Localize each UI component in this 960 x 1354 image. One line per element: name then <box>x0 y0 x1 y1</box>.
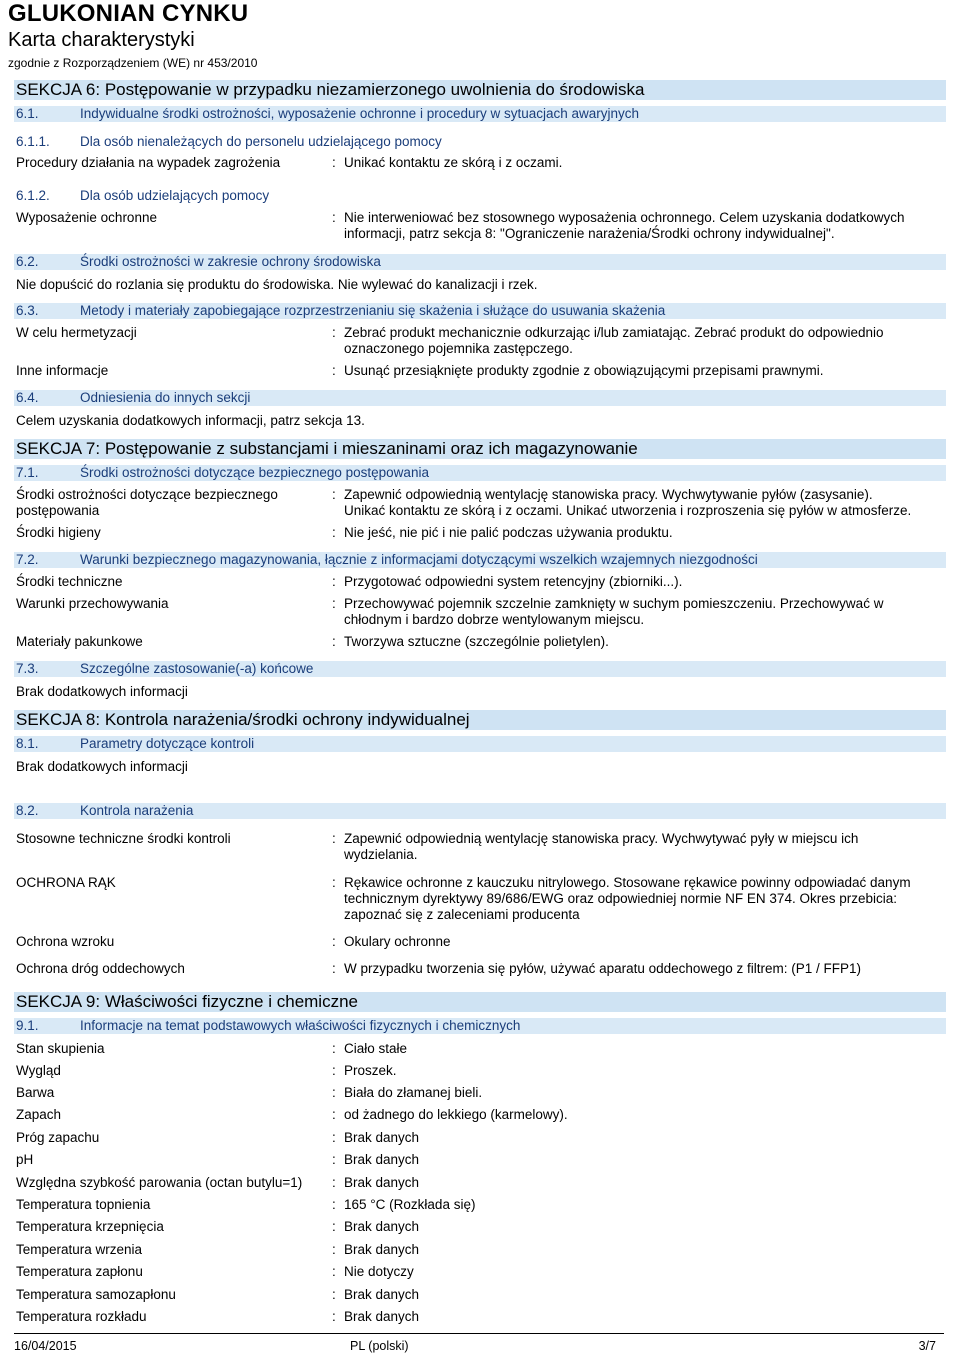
property-label: Procedury działania na wypadek zagrożenia <box>16 155 281 170</box>
subsection-6-1 <box>14 106 946 122</box>
value-line: informacji, patrz sekcja 8: "Ograniczenie narażenia/Środki ochrony indywidualnej". <box>344 226 835 241</box>
property-value: Brak danych <box>344 1130 420 1145</box>
subsection-number: 6.2. <box>16 254 39 269</box>
footer-date: 16/04/2015 <box>14 1339 77 1353</box>
separator: : <box>332 210 336 225</box>
property-label: pH <box>16 1152 34 1167</box>
property-label: Stan skupienia <box>16 1041 105 1056</box>
subsection-number: 9.1. <box>16 1018 39 1033</box>
property-label: Środki higieny <box>16 525 101 540</box>
value-line: Unikać kontaktu ze skórą i z oczami. Unikać utworzenia i rozproszenia się pyłów w atmosferze. <box>344 503 912 518</box>
subsection-6-3 <box>14 303 946 319</box>
separator: : <box>332 596 336 611</box>
property-label <box>16 487 326 519</box>
value-line: oznaczonego pojemnika zastępczego. <box>344 341 573 356</box>
property-value <box>344 831 944 863</box>
footer-page-number: 3/7 <box>918 1339 936 1353</box>
separator: : <box>332 1152 336 1167</box>
value-line: Przechowywać pojemnik szczelnie zamknięty w suchym pomieszczeniu. Przechowywać w <box>344 596 884 611</box>
property-label: Wygląd <box>16 1063 61 1078</box>
section-7-heading: SEKCJA 7: Postępowanie z substancjami i mieszaninami oraz ich magazynowanie <box>14 439 946 459</box>
regulation-note: zgodnie z Rozporządzeniem (WE) nr 453/2010 <box>8 56 258 70</box>
separator: : <box>332 875 336 890</box>
subsection-number: 8.1. <box>16 736 39 751</box>
subsection-6-4 <box>14 390 946 406</box>
property-value: Brak danych <box>344 1309 420 1324</box>
property-value: Ciało stałe <box>344 1041 408 1056</box>
separator: : <box>332 1219 336 1234</box>
subsection-9-1 <box>14 1018 946 1034</box>
separator: : <box>332 155 336 170</box>
property-value <box>344 487 944 519</box>
subsection-title: Informacje na temat podstawowych właściwości fizycznych i chemicznych <box>80 1018 521 1033</box>
value-line: Zapewnić odpowiednią wentylację stanowiska pracy. Wychwytywanie pyłów (zasysanie). <box>344 487 873 502</box>
separator: : <box>332 1063 336 1078</box>
property-label: Temperatura topnienia <box>16 1197 151 1212</box>
subsection-title: Dla osób nienależących do personelu udzielającego pomocy <box>80 134 442 149</box>
property-value: Biała do złamanej bieli. <box>344 1085 483 1100</box>
subsection-title: Środki ostrożności dotyczące bezpiecznego postępowania <box>80 465 429 480</box>
property-value: Brak danych <box>344 1242 420 1257</box>
subsection-number: 7.1. <box>16 465 39 480</box>
value-line: zapoznać się z zaleceniami producenta <box>344 907 580 922</box>
subsection-7-2 <box>14 552 946 568</box>
subsection-8-2 <box>14 803 946 819</box>
property-label: Barwa <box>16 1085 55 1100</box>
subsection-6-1-1 <box>16 134 442 150</box>
separator: : <box>332 1264 336 1279</box>
property-label: Temperatura rozkładu <box>16 1309 147 1324</box>
property-label: Temperatura wrzenia <box>16 1242 143 1257</box>
property-label: Temperatura krzepnięcia <box>16 1219 164 1234</box>
property-value <box>344 596 944 628</box>
separator: : <box>332 1197 336 1212</box>
subsection-title: Środki ostrożności w zakresie ochrony środowiska <box>80 254 381 269</box>
property-value <box>344 325 944 357</box>
property-value <box>344 210 944 242</box>
separator: : <box>332 574 336 589</box>
property-label: Temperatura zapłonu <box>16 1264 143 1279</box>
separator: : <box>332 1041 336 1056</box>
document-title: GLUKONIAN CYNKU <box>8 0 249 27</box>
property-label: Wyposażenie ochronne <box>16 210 157 225</box>
property-value: Brak danych <box>344 1287 420 1302</box>
value-line: Rękawice ochronne z kauczuku nitrylowego. Stosowane rękawice powinny odpowiadać danym <box>344 875 911 890</box>
separator: : <box>332 1130 336 1145</box>
value-line: technicznym dyrektywy 89/686/EWG oraz odpowiedniej normie NF EN 374. Okres przebicia: <box>344 891 897 906</box>
subsection-number: 6.1.2. <box>16 188 50 203</box>
property-label: Stosowne techniczne środki kontroli <box>16 831 231 846</box>
value-line: Zebrać produkt mechanicznie odkurzając i/lub zamiatając. Zebrać produkt do odpowiednio <box>344 325 884 340</box>
separator: : <box>332 1287 336 1302</box>
property-value: Przygotować odpowiedni system retencyjny (zbiorniki...). <box>344 574 683 589</box>
separator: : <box>332 325 336 340</box>
separator: : <box>332 1242 336 1257</box>
value-line: wydzielania. <box>344 847 418 862</box>
property-label: Materiały pakunkowe <box>16 634 143 649</box>
separator: : <box>332 1085 336 1100</box>
property-label: Próg zapachu <box>16 1130 100 1145</box>
subsection-6-1-2 <box>16 188 269 204</box>
label-line: postępowania <box>16 503 100 518</box>
property-value: Nie jeść, nie pić i nie palić podczas używania produktu. <box>344 525 673 540</box>
separator: : <box>332 487 336 502</box>
property-value <box>344 875 944 923</box>
value-line: chłodnym i bardzo dobrze wentylowanym miejscu. <box>344 612 645 627</box>
separator: : <box>332 831 336 846</box>
page-footer <box>14 1333 944 1354</box>
value-line: Zapewnić odpowiednią wentylację stanowiska pracy. Wychwytywać pyły w miejscu ich <box>344 831 859 846</box>
subsection-title: Warunki bezpiecznego magazynowania, łącznie z informacjami dotyczącymi wszelkich wzajemnych niezgodności <box>80 552 758 567</box>
section-9-heading: SEKCJA 9: Właściwości fizyczne i chemiczne <box>14 992 946 1012</box>
value-line: Nie interweniować bez stosownego wyposażenia ochronnego. Celem uzyskania dodatkowych <box>344 210 905 225</box>
subsection-number: 7.3. <box>16 661 39 676</box>
section-8-heading: SEKCJA 8: Kontrola narażenia/środki ochrony indywidualnej <box>14 710 946 730</box>
subsection-7-1 <box>14 465 946 481</box>
subsection-title: Kontrola narażenia <box>80 803 194 818</box>
separator: : <box>332 1107 336 1122</box>
separator: : <box>332 525 336 540</box>
property-value: Nie dotyczy <box>344 1264 414 1279</box>
property-value: Brak danych <box>344 1219 420 1234</box>
property-value: od żadnego do lekkiego (karmelowy). <box>344 1107 568 1122</box>
property-value: 165 °C (Rozkłada się) <box>344 1197 476 1212</box>
footer-language: PL (polski) <box>350 1339 409 1353</box>
subsection-number: 7.2. <box>16 552 39 567</box>
subsection-8-1 <box>14 736 946 752</box>
paragraph: Celem uzyskania dodatkowych informacji, patrz sekcja 13. <box>16 413 365 428</box>
subsection-number: 6.1. <box>16 106 39 121</box>
subsection-number: 6.3. <box>16 303 39 318</box>
subsection-title: Dla osób udzielających pomocy <box>80 188 270 203</box>
label-line: Środki ostrożności dotyczące bezpiecznego <box>16 487 278 502</box>
property-value: Brak danych <box>344 1152 420 1167</box>
subsection-title: Metody i materiały zapobiegające rozprzestrzenianiu się skażenia i służące do usuwania skażenia <box>80 303 666 318</box>
property-label: Zapach <box>16 1107 62 1122</box>
separator: : <box>332 934 336 949</box>
property-label: Środki techniczne <box>16 574 123 589</box>
property-value: Brak danych <box>344 1175 420 1190</box>
paragraph: Nie dopuścić do rozlania się produktu do środowiska. Nie wylewać do kanalizacji i rzek. <box>16 277 538 292</box>
paragraph: Brak dodatkowych informacji <box>16 684 188 699</box>
separator: : <box>332 961 336 976</box>
property-value: Tworzywa sztuczne (szczególnie polietylen). <box>344 634 609 649</box>
subsection-number: 8.2. <box>16 803 39 818</box>
subsection-6-2 <box>14 254 946 270</box>
subsection-title: Parametry dotyczące kontroli <box>80 736 255 751</box>
property-value: Usunąć przesiąknięte produkty zgodnie z obowiązującymi przepisami prawnymi. <box>344 363 824 378</box>
subsection-title: Szczególne zastosowanie(-a) końcowe <box>80 661 314 676</box>
property-label: Ochrona wzroku <box>16 934 115 949</box>
property-label: Warunki przechowywania <box>16 596 169 611</box>
property-label: OCHRONA RĄK <box>16 875 116 890</box>
subsection-7-3 <box>14 661 946 677</box>
subsection-title: Indywidualne środki ostrożności, wyposażenie ochronne i procedury w sytuacjach awaryjnych <box>80 106 640 121</box>
section-6-heading: SEKCJA 6: Postępowanie w przypadku niezamierzonego uwolnienia do środowiska <box>14 80 946 100</box>
property-label: Ochrona dróg oddechowych <box>16 961 185 976</box>
property-value: Okulary ochronne <box>344 934 451 949</box>
property-value: W przypadku tworzenia się pyłów, używać aparatu oddechowego z filtrem: (P1 / FFP1) <box>344 961 861 976</box>
property-value: Unikać kontaktu ze skórą i z oczami. <box>344 155 563 170</box>
separator: : <box>332 1309 336 1324</box>
separator: : <box>332 634 336 649</box>
property-label: Inne informacje <box>16 363 109 378</box>
subsection-number: 6.4. <box>16 390 39 405</box>
document-subtitle: Karta charakterystyki <box>8 29 195 51</box>
subsection-title: Odniesienia do innych sekcji <box>80 390 251 405</box>
property-value: Proszek. <box>344 1063 397 1078</box>
property-label: Temperatura samozapłonu <box>16 1287 176 1302</box>
property-label: W celu hermetyzacji <box>16 325 137 340</box>
subsection-number: 6.1.1. <box>16 134 50 149</box>
paragraph: Brak dodatkowych informacji <box>16 759 188 774</box>
separator: : <box>332 1175 336 1190</box>
property-label: Względna szybkość parowania (octan butylu=1) <box>16 1175 303 1190</box>
separator: : <box>332 363 336 378</box>
